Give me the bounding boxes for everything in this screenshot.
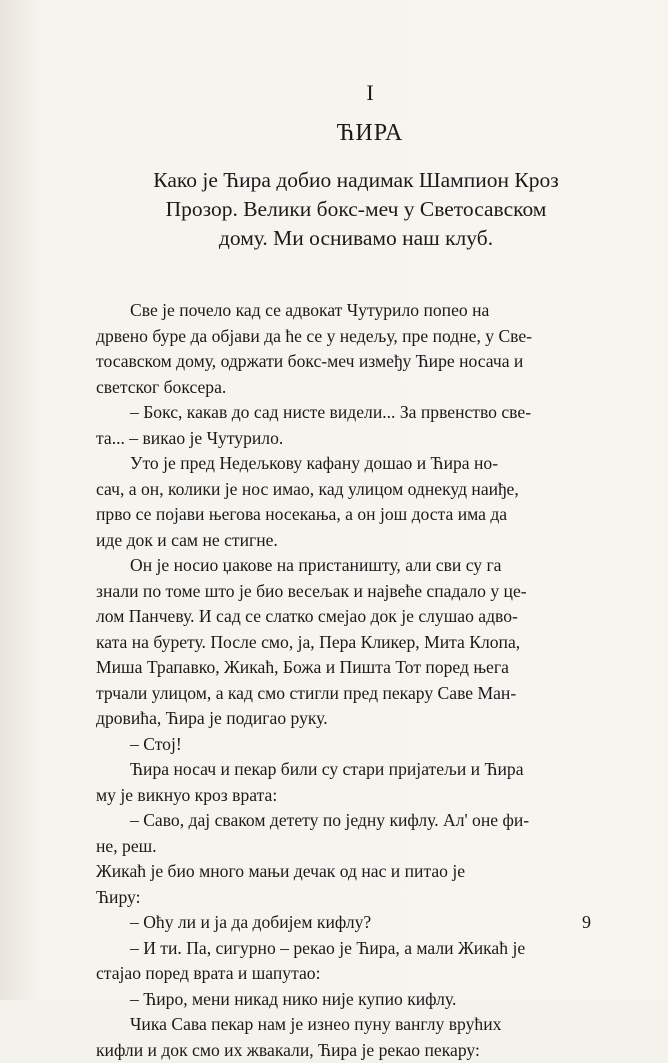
text-line: трчали улицом, а кад смо стигли пред пекару Саве Ман- [96, 681, 596, 707]
text-line: та... – викао је Чутурило. [96, 426, 596, 452]
text-line: ката на бурету. После смо, ја, Пера Кликер, Мита Клопа, [96, 630, 596, 656]
text-line: дрвено буре да објави да ће се у недељу, пре подне, у Све- [96, 324, 596, 350]
text-line: стајао поред врата и шапутао: [96, 961, 596, 987]
text-line: тосавском дому, одржати бокс-меч између Ћире носача и [96, 349, 596, 375]
page-number: 9 [582, 912, 591, 933]
text-line: – Саво, дај сваком детету по једну кифлу. Ал' оне фи- [96, 808, 596, 834]
text-line: – Стој! [96, 732, 596, 758]
text-line: – Ћиро, мени никад нико није купио кифлу. [96, 987, 596, 1013]
text-line: Жикаћ је био много мањи дечак од нас и питао је [96, 859, 596, 885]
summary-line: дому. Ми оснивамо наш клуб. [118, 224, 594, 253]
text-line: – Бокс, какав до сад нисте видели... За првенство све- [96, 400, 596, 426]
text-line: Чика Сава пекар нам је изнео пуну ванглу врућих [96, 1012, 596, 1038]
text-line: Све је почело кад се адвокат Чутурило попео на [96, 298, 596, 324]
text-line: Он је носио џакове на пристаништу, али сви су га [96, 553, 596, 579]
text-line: не, реш. [96, 834, 596, 860]
text-line: прво се појави његова носекања, а он још доста има да [96, 502, 596, 528]
text-line: дровића, Ћира је подигао руку. [96, 706, 596, 732]
text-line: кифли и док смо их жвакали, Ћира је рекао пекару: [96, 1038, 596, 1063]
text-line: светског боксера. [96, 375, 596, 401]
text-line: лом Панчеву. И сад се слатко смејао док је слушао адво- [96, 604, 596, 630]
text-line: Ћиру: [96, 885, 596, 911]
summary-line: Како је Ћира добио надимак Шампион Кроз [118, 166, 594, 195]
text-line: Ћира носач и пекар били су стари пријатељи и Ћира [96, 757, 596, 783]
text-line: – Оћу ли и ја да добијем кифлу? [96, 910, 596, 936]
text-line: иде док и сам не стигне. [96, 528, 596, 554]
text-line: сач, а он, колики је нос имао, кад улицом однекуд наиђе, [96, 477, 596, 503]
text-line: Миша Трапавко, Жикаћ, Божа и Пишта Тот поред њега [96, 655, 596, 681]
text-line: знали по томе што је био весељак и највеће спадало у це- [96, 579, 596, 605]
body-text [96, 298, 596, 1063]
chapter-number: I [36, 80, 668, 106]
text-line: му је викнуо кроз врата: [96, 783, 596, 809]
text-line: – И ти. Па, сигурно – рекао је Ћира, а мали Жикаћ је [96, 936, 596, 962]
text-line: Уто је пред Недељкову кафану дошао и Ћира но- [96, 451, 596, 477]
summary-line: Прозор. Велики бокс-меч у Светосавском [118, 195, 594, 224]
chapter-title: ЋИРА [36, 120, 668, 147]
chapter-summary [118, 166, 594, 253]
